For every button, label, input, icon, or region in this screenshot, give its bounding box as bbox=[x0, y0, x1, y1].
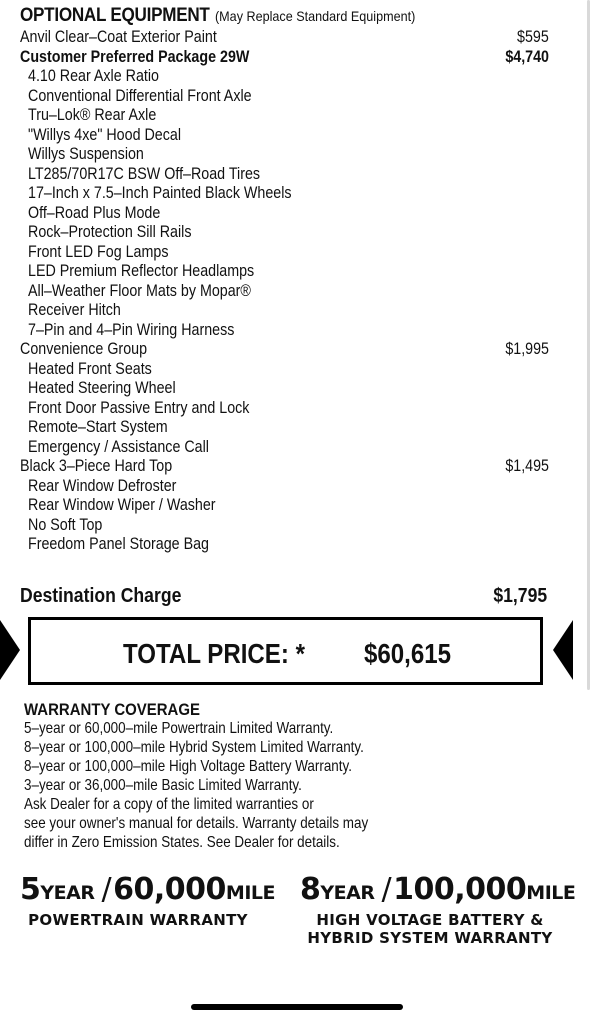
warranty-line: 3–year or 36,000–mile Basic Limited Warranty. bbox=[24, 777, 302, 794]
line-item-label: No Soft Top bbox=[28, 514, 103, 534]
optional-equipment-title: OPTIONAL EQUIPMENT bbox=[20, 5, 210, 26]
line-item-label: All–Weather Floor Mats by Mopar® bbox=[28, 280, 251, 300]
line-item-anvil-paint bbox=[0, 27, 595, 47]
badge-miles: 100,000 bbox=[393, 872, 527, 907]
line-item-sub bbox=[0, 437, 595, 457]
line-item-label: "Willys 4xe" Hood Decal bbox=[28, 124, 181, 144]
line-item-label: Convenience Group bbox=[20, 339, 148, 358]
badge-caption: HIGH VOLTAGE BATTERY & bbox=[316, 911, 544, 929]
line-item-label: 17–Inch x 7.5–Inch Painted Black Wheels bbox=[28, 183, 292, 202]
powertrain-warranty-badge bbox=[20, 872, 275, 929]
line-item-sub bbox=[0, 476, 595, 496]
line-item-label: 7–Pin and 4–Pin Wiring Harness bbox=[28, 319, 235, 339]
line-item-label: Front LED Fog Lamps bbox=[28, 241, 169, 261]
line-item-sub bbox=[0, 378, 595, 398]
line-item-hard-top bbox=[0, 456, 595, 476]
badge-separator: / bbox=[101, 872, 112, 907]
line-item-convenience-group bbox=[0, 339, 595, 359]
destination-price: $1,795 bbox=[493, 585, 547, 607]
line-item-sub bbox=[0, 66, 595, 86]
badge-years: 8 bbox=[300, 872, 321, 907]
line-item-label: Freedom Panel Storage Bag bbox=[28, 534, 209, 553]
line-item-customer-preferred-package bbox=[0, 47, 595, 67]
line-item-label: Emergency / Assistance Call bbox=[28, 436, 209, 456]
destination-label: Destination Charge bbox=[20, 585, 182, 607]
line-item-label: Conventional Differential Front Axle bbox=[28, 85, 252, 105]
line-item-label: Anvil Clear–Coat Exterior Paint bbox=[20, 27, 217, 46]
line-item-label: 4.10 Rear Axle Ratio bbox=[28, 66, 159, 85]
warranty-title: WARRANTY COVERAGE bbox=[24, 700, 200, 719]
warranty-line: differ in Zero Emission States. See Dealer for details. bbox=[24, 834, 340, 851]
line-item-label: LED Premium Reflector Headlamps bbox=[28, 261, 255, 280]
line-item-label: Tru–Lok® Rear Axle bbox=[28, 105, 157, 124]
warranty-line: see your owner's manual for details. Warranty details may bbox=[24, 815, 369, 832]
left-arrow-marker bbox=[0, 620, 20, 680]
line-item-label: Willys Suspension bbox=[28, 144, 144, 163]
total-price-label: TOTAL PRICE: * bbox=[123, 638, 305, 669]
line-item-sub bbox=[0, 261, 595, 281]
total-price-value: $60,615 bbox=[364, 638, 452, 669]
warranty-line: 5–year or 60,000–mile Powertrain Limited Warranty. bbox=[24, 720, 334, 737]
line-item-sub bbox=[0, 144, 595, 164]
line-item-sub bbox=[0, 281, 595, 301]
line-item-label: LT285/70R17C BSW Off–Road Tires bbox=[28, 163, 261, 183]
line-item-label: Receiver Hitch bbox=[28, 300, 121, 319]
scrollbar[interactable] bbox=[587, 0, 590, 690]
badge-mile-word: MILE bbox=[225, 882, 275, 904]
line-item-label: Remote–Start System bbox=[28, 417, 168, 436]
home-indicator[interactable] bbox=[191, 1004, 403, 1010]
line-item-sub bbox=[0, 105, 595, 125]
line-item-label: Rear Window Wiper / Washer bbox=[28, 495, 216, 514]
badge-years: 5 bbox=[20, 872, 41, 907]
badge-mile-word: MILE bbox=[526, 882, 576, 904]
line-item-label: Front Door Passive Entry and Lock bbox=[28, 397, 250, 417]
line-item-sub bbox=[0, 203, 595, 223]
line-item-sub bbox=[0, 534, 595, 554]
line-item-sub bbox=[0, 242, 595, 262]
line-item-sub bbox=[0, 222, 595, 242]
total-price-box bbox=[28, 617, 543, 685]
line-item-sub bbox=[0, 164, 595, 184]
line-item-sub bbox=[0, 417, 595, 437]
badge-year-word: YEAR bbox=[40, 882, 95, 904]
line-item-label: Heated Front Seats bbox=[28, 358, 152, 378]
warranty-line: Ask Dealer for a copy of the limited warranties or bbox=[24, 796, 314, 813]
badge-caption: HYBRID SYSTEM WARRANTY bbox=[307, 929, 553, 947]
warranty-line: 8–year or 100,000–mile High Voltage Battery Warranty. bbox=[24, 758, 352, 775]
line-item-sub bbox=[0, 86, 595, 106]
line-item-price: $1,495 bbox=[505, 456, 549, 475]
battery-warranty-badge bbox=[300, 872, 576, 947]
badge-year-word: YEAR bbox=[320, 882, 375, 904]
line-item-label: Off–Road Plus Mode bbox=[28, 202, 161, 222]
optional-equipment-header bbox=[20, 6, 459, 27]
line-item-label: Customer Preferred Package 29W bbox=[20, 46, 250, 66]
line-item-price: $1,995 bbox=[505, 339, 549, 358]
line-item-label: Rear Window Defroster bbox=[28, 475, 177, 495]
line-item-sub bbox=[0, 398, 595, 418]
warranty-line: 8–year or 100,000–mile Hybrid System Limited Warranty. bbox=[24, 739, 364, 756]
right-arrow-marker bbox=[553, 620, 573, 680]
destination-charge bbox=[0, 584, 595, 608]
line-item-sub bbox=[0, 495, 595, 515]
line-item-price: $4,740 bbox=[505, 46, 549, 66]
line-item-sub bbox=[0, 359, 595, 379]
badge-miles: 60,000 bbox=[113, 872, 226, 907]
line-item-sub bbox=[0, 515, 595, 535]
line-item-price: $595 bbox=[517, 27, 549, 46]
line-item-sub bbox=[0, 320, 595, 340]
line-item-label: Black 3–Piece Hard Top bbox=[20, 456, 173, 475]
line-item-label: Rock–Protection Sill Rails bbox=[28, 222, 192, 241]
optional-equipment-subtitle: (May Replace Standard Equipment) bbox=[214, 8, 416, 24]
badge-caption: POWERTRAIN WARRANTY bbox=[28, 911, 248, 929]
line-item-sub bbox=[0, 300, 595, 320]
badge-separator: / bbox=[381, 872, 392, 907]
line-item-label: Heated Steering Wheel bbox=[28, 378, 176, 397]
line-item-sub bbox=[0, 183, 595, 203]
line-item-sub bbox=[0, 125, 595, 145]
